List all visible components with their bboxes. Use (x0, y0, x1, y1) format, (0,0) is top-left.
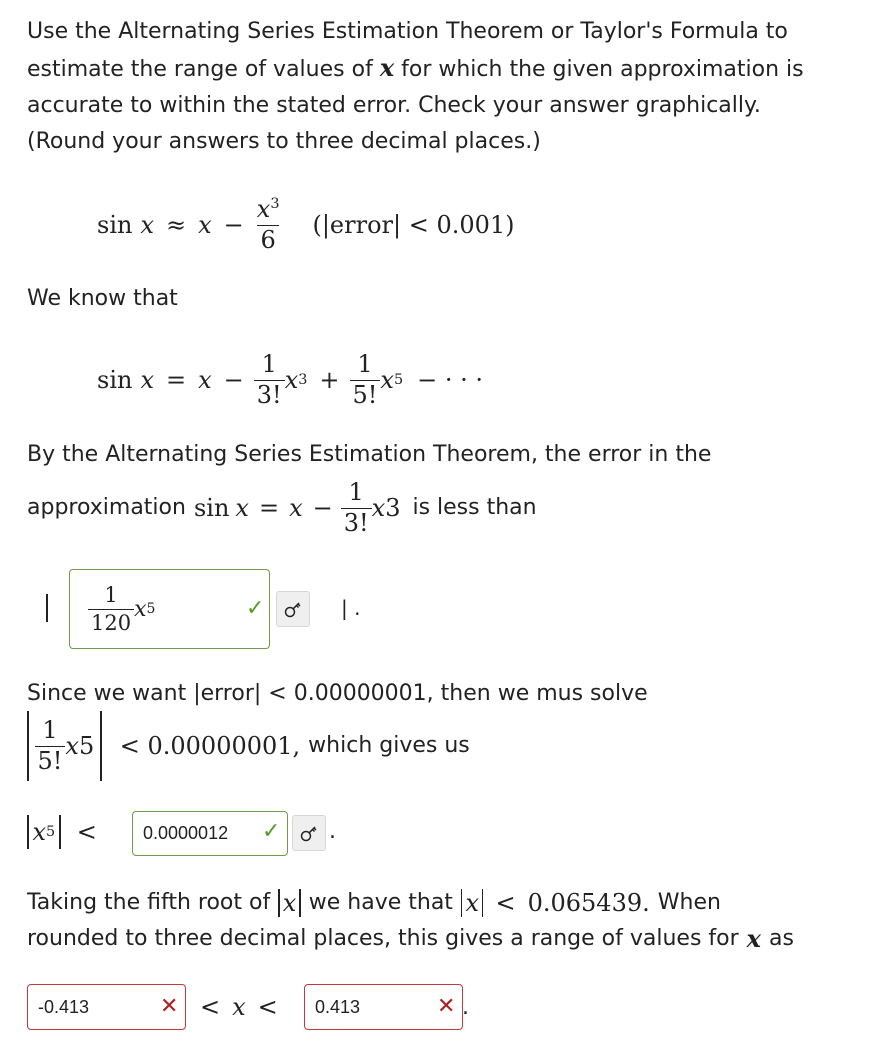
answer2-end: . (329, 819, 336, 844)
problem-line-2: estimate the range of values of x for which the given approximation is (27, 53, 804, 82)
check-icon: ✓ (246, 596, 265, 621)
problem-line-4: (Round your answers to three decimal places.) (27, 129, 541, 154)
fifth-root-line-1: Taking the fifth root of x we have that x < 0.065439. When (27, 889, 721, 917)
problem-line-1: Use the Alternating Series Estimation Theorem or Taylor's Formula to (27, 19, 788, 44)
sin-series: sin x = x − $\frac{1}{3!}$ x 3 + $\frac{1}{5!}$ x 5 − · · · (97, 350, 484, 409)
fifth-root-line-2: rounded to three decimal places, this gives a range of values for x as (27, 924, 794, 953)
answer-input-2[interactable]: 0.0000012 (132, 811, 288, 856)
answer-input-1[interactable]: $\frac{1}{120}$ x 5 (69, 569, 270, 649)
keypad-button-1[interactable] (276, 591, 310, 627)
error-bound: (|error| < 0.001) (312, 211, 515, 239)
problem-statement (27, 14, 867, 160)
check-icon: ✓ (262, 819, 281, 844)
x5-lhs: x 5 < (27, 810, 97, 854)
answer-input-upper[interactable]: 0.413 (304, 984, 463, 1030)
since-line-2: $\frac{1}{5!}$ x 5 < 0.00000001, which gives us (27, 710, 470, 782)
range-inequality: < x < (200, 993, 278, 1021)
cross-icon: ✕ (160, 994, 179, 1019)
key-icon (283, 599, 303, 619)
since-line-1: Since we want |error| < 0.00000001, then we mus solve (27, 681, 648, 706)
given-approximation: sin x ≈ x − $\frac{x^3}{6}$ (|error| < 0.001) (97, 195, 515, 254)
answer-input-lower[interactable]: -0.413 (27, 984, 186, 1030)
abs-bar-left-1 (46, 594, 48, 622)
range-end: . (462, 995, 469, 1020)
cross-icon: ✕ (437, 994, 456, 1019)
fraction-x3-over-6: $\frac{x^3}{6}$ (256, 195, 280, 254)
answer1-tail: | . (341, 596, 361, 620)
keypad-button-2[interactable] (292, 815, 326, 851)
ast-line-2: approximation sin x = x − $\frac{1}{3!}$ x 3 is less than (27, 478, 537, 537)
we-know-that: We know that (27, 286, 178, 311)
problem-line-3: accurate to within the stated error. Check your answer graphically. (27, 93, 761, 118)
key-icon (299, 823, 319, 843)
ast-line-1: By the Alternating Series Estimation Theorem, the error in the (27, 442, 712, 467)
